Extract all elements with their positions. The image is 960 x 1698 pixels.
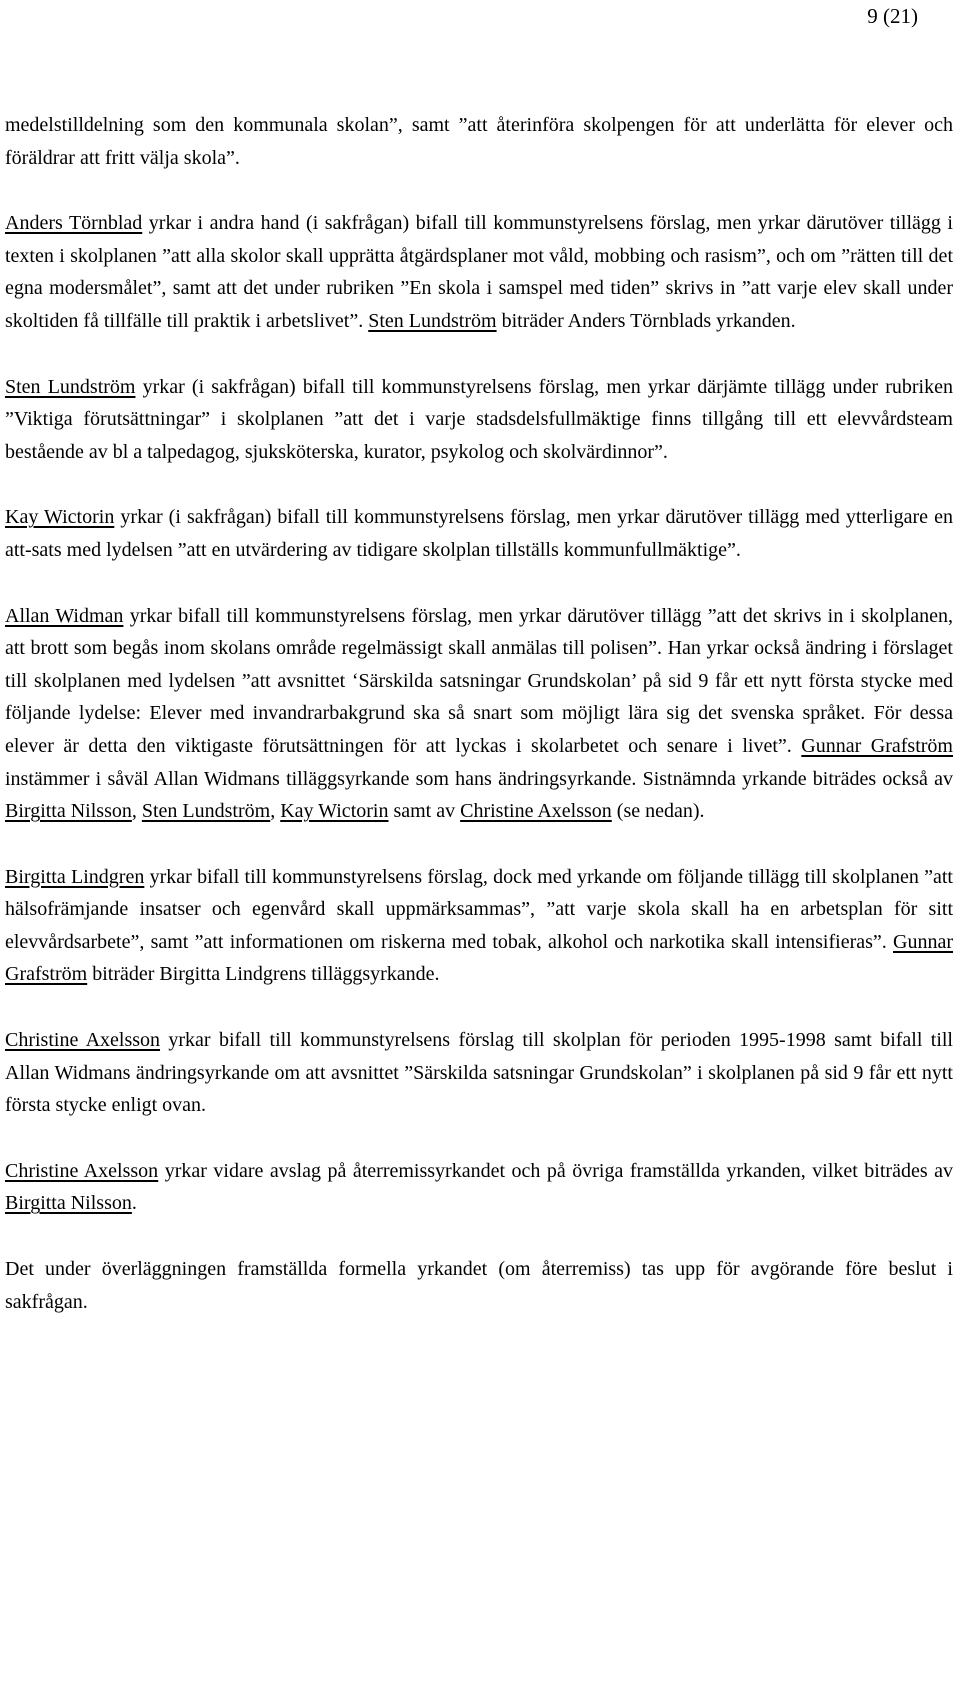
paragraph xyxy=(5,207,953,337)
person-name: Sten Lundström xyxy=(141,800,271,823)
paragraph-text: medelstilldelning som den kommunala skolan”, samt ”att återinföra skolpengen för att underlätta för elever och föräldrar att fritt välja skola”. xyxy=(5,114,953,169)
paragraph-text: yrkar bifall till kommunstyrelsens förslag, dock med yrkande om följande tillägg till skolplanen ”att hälsofrämjande insatser och egenvård skall uppmärksammas”, ”att varje skola skall ha en arbetsplan för sitt elevvårdsarbete”, samt ”att informationen om riskerna med tobak, alkohol och narkotika skall intensifieras”. xyxy=(5,865,953,953)
person-name: Gunnar Grafström xyxy=(5,930,953,986)
person-name: Kay Wictorin xyxy=(5,506,115,529)
paragraph-text: instämmer i såväl Allan Widmans tilläggsyrkande som hans ändringsyrkande. Sistnämnda yrkande biträdes också av xyxy=(5,767,953,790)
person-name: Christine Axelsson xyxy=(5,1159,159,1182)
paragraph xyxy=(5,501,953,566)
person-name: Gunnar Grafström xyxy=(801,734,953,757)
paragraph-text: , xyxy=(270,800,281,823)
paragraph-text: (se nedan). xyxy=(611,800,705,823)
paragraph-text: yrkar i andra hand (i sakfrågan) bifall till kommunstyrelsens förslag, men yrkar därutöver tillägg i texten i skolplanen ”att alla skolor skall upprätta åtgärdsplaner mot våld, mobbing och rasism”, och om ”rätten till det egna modersmålet”, samt att det under rubriken ”En skola i samspel med tiden” skrivs in ”att varje elev skall under skoltiden få tillfälle till praktik i arbetslivet”. xyxy=(5,212,953,332)
page-number: 9 (21) xyxy=(867,4,918,28)
person-name: Kay Wictorin xyxy=(280,800,389,823)
person-name: Allan Widman xyxy=(5,604,124,627)
paragraph-text: yrkar bifall till kommunstyrelsens förslag, men yrkar därutöver tillägg ”att det skrivs in i skolplanen, att brott som begås inom skolans område regelmässigt skall anmälas till polisen”. Han yrkar också ändring i förslaget till skolplanen med lydelsen ”att avsnittet ‘Särskilda satsningar Grundskolan’ på sid 9 får ett nytt första stycke med följande lydelse: Elever med invandrarbakgrund ska så snart som möjligt lära sig det svenska språket. För dessa elever är detta den viktigaste förutsättningen för att lyckas i skolarbetet och senare i livet”. xyxy=(5,604,953,757)
paragraph-text: Det under överläggningen framställda formella yrkandet (om återremiss) tas upp för avgörande före beslut i sakfrågan. xyxy=(5,1258,953,1313)
paragraph-text: yrkar vidare avslag på återremissyrkandet och på övriga framställda yrkanden, vilket biträdes av xyxy=(158,1159,953,1182)
person-name: Anders Törnblad xyxy=(5,212,143,235)
paragraph-text: yrkar (i sakfrågan) bifall till kommunstyrelsens förslag, men yrkar därutöver tillägg med ytterligare en att-sats med lydelsen ”att en utvärdering av tidigare skolplan tillställs kommunfullmäktige”. xyxy=(5,506,954,561)
paragraph xyxy=(5,861,953,991)
paragraph-text: , xyxy=(131,800,142,823)
person-name: Birgitta Nilsson xyxy=(5,800,132,823)
person-name: Christine Axelsson xyxy=(5,1029,161,1052)
person-name: Birgitta Nilsson xyxy=(5,1192,132,1215)
paragraph-text: yrkar bifall till kommunstyrelsens förslag till skolplan för perioden 1995-1998 samt bifall till Allan Widmans ändringsyrkande om att avsnittet ”Särskilda satsningar Grundskolan” i skolplanen på sid 9 får ett nytt första stycke enligt ovan. xyxy=(5,1029,953,1117)
paragraph xyxy=(5,1155,953,1220)
paragraph xyxy=(5,1253,953,1318)
paragraph xyxy=(5,600,953,828)
person-name: Christine Axelsson xyxy=(460,800,612,823)
paragraph xyxy=(5,1024,953,1122)
paragraph xyxy=(5,371,953,469)
paragraph-text: yrkar (i sakfrågan) bifall till kommunstyrelsens förslag, men yrkar därjämte tillägg under rubriken ”Viktiga förutsättningar” i skolplanen ”att det i varje stadsdelsfullmäktige finns tillgång till ett elevvårdsteam bestående av bl a talpedagog, sjuksköterska, kurator, psykolog och skolvärdinnor”. xyxy=(5,375,953,463)
person-name: Sten Lundström xyxy=(5,375,136,398)
paragraph-text: biträder Birgitta Lindgrens tilläggsyrkande. xyxy=(87,963,440,986)
paragraph-text: biträder Anders Törnblads yrkanden. xyxy=(496,309,796,332)
paragraph-text: samt av xyxy=(388,800,461,823)
paragraph xyxy=(5,109,953,174)
document-body xyxy=(5,109,953,1318)
person-name: Birgitta Lindgren xyxy=(5,865,145,888)
person-name: Sten Lundström xyxy=(368,309,497,332)
paragraph-text: . xyxy=(131,1192,137,1215)
